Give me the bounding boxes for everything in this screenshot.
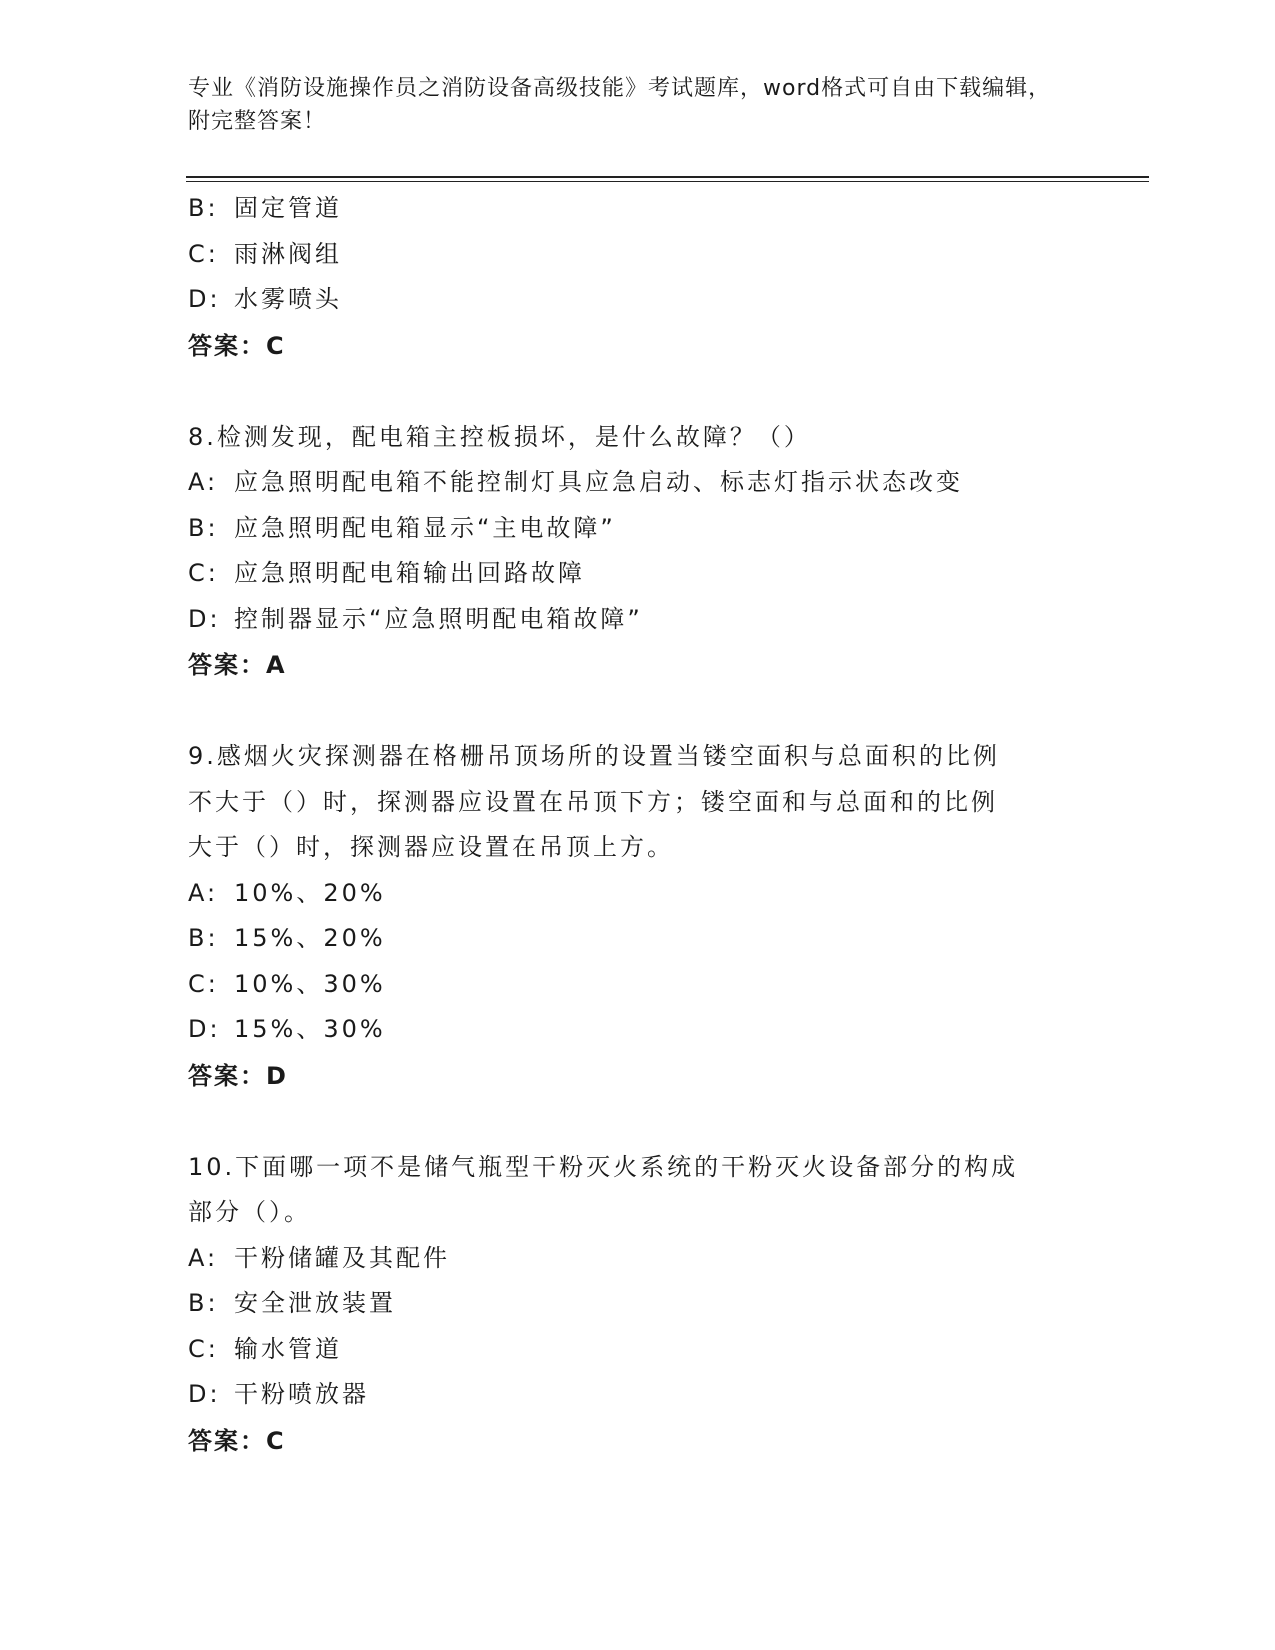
option-b: B: 安全泄放装置 (188, 1289, 396, 1317)
answer-line: 答案：C (188, 331, 286, 360)
answer-line: 答案：A (188, 651, 287, 679)
question-10 (188, 1145, 1088, 1464)
question-stem-line-1: 10.下面哪一项不是储气瓶型干粉灭火系统的干粉灭火设备部分的构成 (188, 1152, 1019, 1181)
question-content (188, 186, 1088, 1464)
option-b: B: 15%、20% (188, 924, 386, 952)
option-b: B: 应急照明配电箱显示“主电故障” (188, 513, 616, 542)
option-a: A: 应急照明配电箱不能控制灯具应急启动、标志灯指示状态改变 (188, 468, 963, 496)
header-rule-thin (186, 181, 1149, 182)
option-c: C: 10%、30% (188, 969, 386, 998)
option-c: C: 应急照明配电箱输出回路故障 (188, 559, 585, 587)
answer-line: 答案：C (188, 1426, 286, 1455)
question-stem-line-2: 不大于（）时，探测器应设置在吊顶下方；镂空面和与总面和的比例 (188, 787, 998, 816)
header-rule-thick (186, 176, 1149, 178)
question-stem-line-2: 部分（）。 (188, 1198, 311, 1226)
option-d: D: 干粉喷放器 (188, 1380, 369, 1408)
option-a: A: 10%、20% (188, 878, 386, 907)
question-8 (188, 415, 1088, 689)
option-d: D: 控制器显示“应急照明配电箱故障” (188, 604, 643, 633)
option-d: D: 15%、30% (188, 1015, 386, 1043)
option-d: D: 水雾喷头 (188, 285, 342, 313)
question-9 (188, 734, 1088, 1099)
question-partial (188, 186, 1088, 369)
option-a: A: 干粉储罐及其配件 (188, 1243, 450, 1272)
question-stem-line-1: 9.感烟火灾探测器在格栅吊顶场所的设置当镂空面积与总面积的比例 (188, 742, 1000, 770)
question-stem: 8.检测发现，配电箱主控板损坏，是什么故障？（） (188, 422, 811, 451)
question-stem-line-3: 大于（）时，探测器应设置在吊顶上方。 (188, 833, 674, 861)
option-c: C: 雨淋阀组 (188, 239, 342, 268)
option-b: B: 固定管道 (188, 194, 342, 222)
document-header: 专业《消防设施操作员之消防设备高级技能》考试题库，word格式可自由下载编辑，附完整答案！ (188, 76, 1052, 134)
option-c: C: 输水管道 (188, 1334, 342, 1363)
answer-line: 答案：D (188, 1061, 288, 1090)
